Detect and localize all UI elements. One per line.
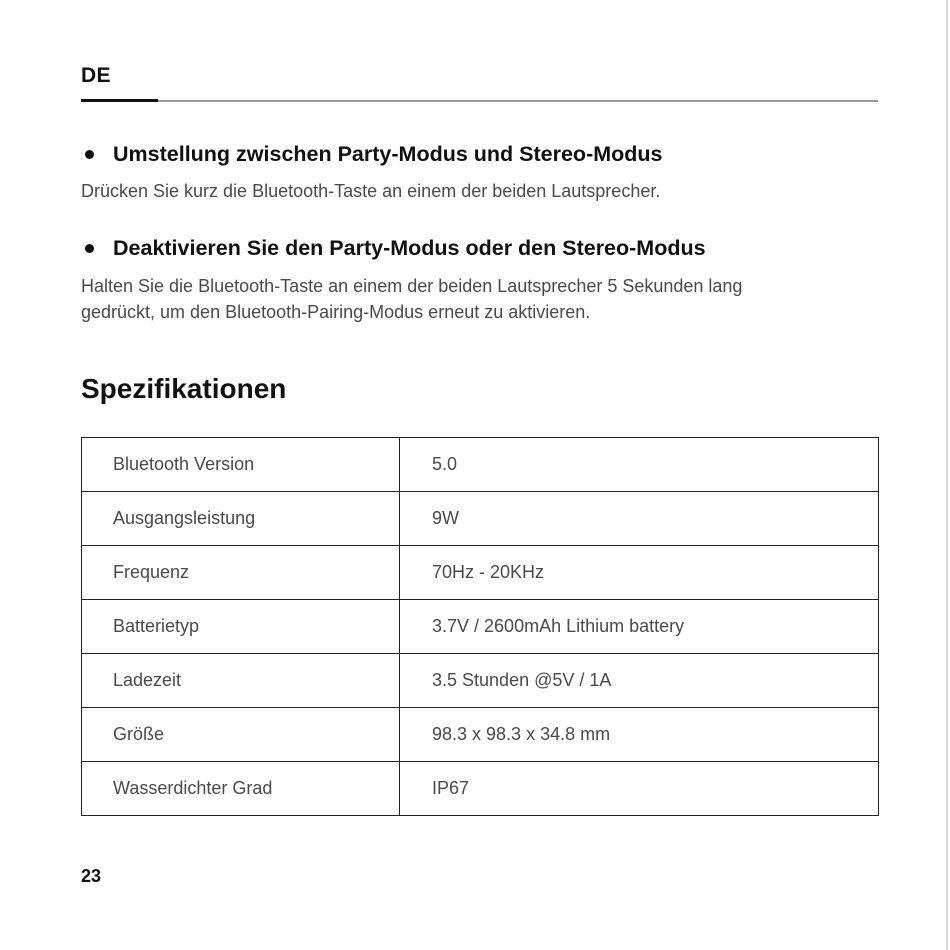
section-heading-deactivate <box>81 236 706 261</box>
table-row <box>82 600 879 654</box>
spec-label: Ausgangsleistung <box>82 492 400 546</box>
spec-label: Größe <box>82 708 400 762</box>
language-label: DE <box>81 64 111 87</box>
spec-label: Frequenz <box>82 546 400 600</box>
page-edge-line <box>946 0 948 950</box>
specifications-heading: Spezifikationen <box>81 373 287 404</box>
spec-value: 70Hz - 20KHz <box>400 546 879 600</box>
table-row <box>82 708 879 762</box>
bullet-icon <box>85 150 94 159</box>
spec-value: 9W <box>400 492 879 546</box>
section-text: Drücken Sie kurz die Bluetooth-Taste an einem der beiden Lautsprecher. <box>81 181 661 201</box>
section-text: Halten Sie die Bluetooth-Taste an einem der beiden Lautsprecher 5 Sekunden lang gedrückt, um den Bluetooth-Pairing-Modus erneut zu aktivieren. <box>81 276 743 322</box>
table-row <box>82 654 879 708</box>
section-title: Deaktivieren Sie den Party-Modus oder den Stereo-Modus <box>113 236 706 260</box>
spec-value: 3.5 Stunden @5V / 1A <box>400 654 879 708</box>
bullet-icon <box>85 244 94 253</box>
header-rule-accent <box>81 99 158 102</box>
section-title: Umstellung zwischen Party-Modus und Stereo-Modus <box>113 142 663 166</box>
section-heading-party-stereo <box>81 142 663 167</box>
header-rule <box>81 100 878 102</box>
spec-label: Wasserdichter Grad <box>82 762 400 816</box>
spec-label: Ladezeit <box>82 654 400 708</box>
spec-value: 3.7V / 2600mAh Lithium battery <box>400 600 879 654</box>
table-row <box>82 546 879 600</box>
spec-label: Batterietyp <box>82 600 400 654</box>
specifications-table <box>81 437 879 816</box>
spec-value: 98.3 x 98.3 x 34.8 mm <box>400 708 879 762</box>
table-row <box>82 762 879 816</box>
spec-label: Bluetooth Version <box>82 438 400 492</box>
table-row <box>82 492 879 546</box>
table-row <box>82 438 879 492</box>
spec-value: 5.0 <box>400 438 879 492</box>
page-number: 23 <box>81 866 102 886</box>
spec-value: IP67 <box>400 762 879 816</box>
